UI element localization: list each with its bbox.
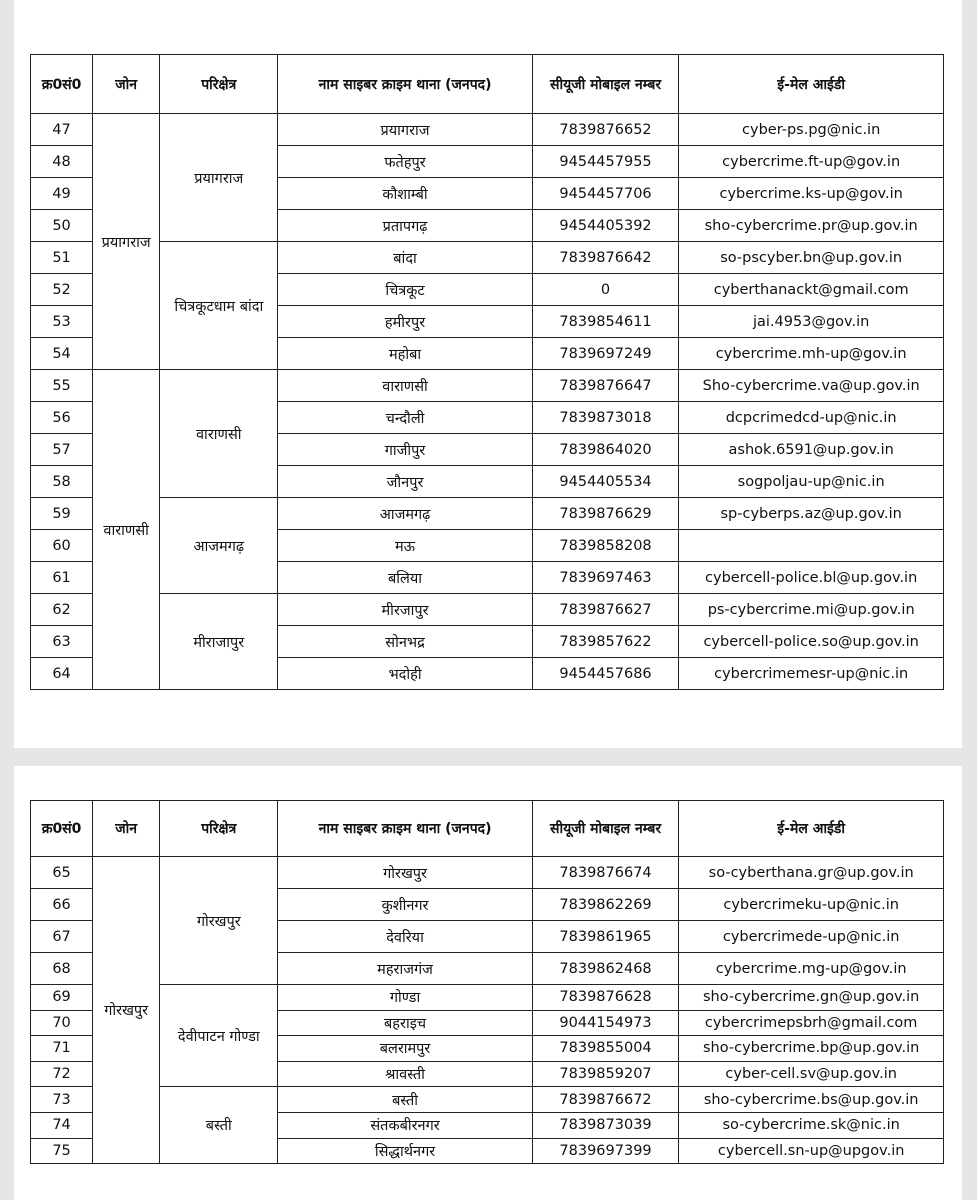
email-cell: cybercell-police.bl@up.gov.in xyxy=(679,562,944,594)
mobile-cell: 7839876647 xyxy=(532,370,679,402)
email-cell: ashok.6591@up.gov.in xyxy=(679,434,944,466)
station-cell: कौशाम्बी xyxy=(278,178,532,210)
station-cell: गोरखपुर xyxy=(278,857,532,889)
email-cell: cybercell-police.so@up.gov.in xyxy=(679,626,944,658)
serial-cell: 64 xyxy=(31,658,93,690)
mobile-cell: 7839859207 xyxy=(532,1061,679,1087)
range-cell: वाराणसी xyxy=(160,370,278,498)
email-cell xyxy=(679,530,944,562)
station-cell: देवरिया xyxy=(278,921,532,953)
mobile-cell: 7839697463 xyxy=(532,562,679,594)
table-row xyxy=(31,594,944,626)
station-cell: बलरामपुर xyxy=(278,1036,532,1062)
serial-cell: 61 xyxy=(31,562,93,594)
mobile-cell: 9454457706 xyxy=(532,178,679,210)
mobile-cell: 9454405534 xyxy=(532,466,679,498)
table-row xyxy=(31,857,944,889)
serial-cell: 72 xyxy=(31,1061,93,1087)
mobile-cell: 7839697249 xyxy=(532,338,679,370)
table-row xyxy=(31,1087,944,1113)
serial-cell: 62 xyxy=(31,594,93,626)
cybercrime-table-2 xyxy=(30,800,944,1164)
table-body xyxy=(31,857,944,1164)
station-cell: आजमगढ़ xyxy=(278,498,532,530)
zone-cell: वाराणसी xyxy=(93,370,160,690)
station-cell: संतकबीरनगर xyxy=(278,1112,532,1138)
station-cell: प्रतापगढ़ xyxy=(278,210,532,242)
mobile-cell: 7839876642 xyxy=(532,242,679,274)
mobile-cell: 7839876628 xyxy=(532,985,679,1011)
serial-cell: 71 xyxy=(31,1036,93,1062)
serial-cell: 63 xyxy=(31,626,93,658)
station-cell: गोण्डा xyxy=(278,985,532,1011)
email-cell: cybercrime.ft-up@gov.in xyxy=(679,146,944,178)
serial-cell: 60 xyxy=(31,530,93,562)
range-cell: देवीपाटन गोण्डा xyxy=(160,985,278,1087)
table-header-row xyxy=(31,801,944,857)
cybercrime-table-1 xyxy=(30,54,944,690)
mobile-cell: 7839861965 xyxy=(532,921,679,953)
range-cell: मीराजापुर xyxy=(160,594,278,690)
serial-cell: 68 xyxy=(31,953,93,985)
header-email: ई-मेल आईडी xyxy=(679,801,944,857)
email-cell: dcpcrimedcd-up@nic.in xyxy=(679,402,944,434)
station-cell: मीरजापुर xyxy=(278,594,532,626)
serial-cell: 50 xyxy=(31,210,93,242)
email-cell: cybercrimeku-up@nic.in xyxy=(679,889,944,921)
header-station: नाम साइबर क्राइम थाना (जनपद) xyxy=(278,55,532,114)
serial-cell: 73 xyxy=(31,1087,93,1113)
table-row xyxy=(31,242,944,274)
serial-cell: 57 xyxy=(31,434,93,466)
station-cell: बस्ती xyxy=(278,1087,532,1113)
station-cell: प्रयागराज xyxy=(278,114,532,146)
email-cell: cybercrime.mg-up@gov.in xyxy=(679,953,944,985)
serial-cell: 70 xyxy=(31,1010,93,1036)
email-cell: cyber-ps.pg@nic.in xyxy=(679,114,944,146)
mobile-cell: 7839876672 xyxy=(532,1087,679,1113)
range-cell: गोरखपुर xyxy=(160,857,278,985)
mobile-cell: 0 xyxy=(532,274,679,306)
station-cell: सोनभद्र xyxy=(278,626,532,658)
mobile-cell: 7839858208 xyxy=(532,530,679,562)
email-cell: sho-cybercrime.gn@up.gov.in xyxy=(679,985,944,1011)
mobile-cell: 7839873018 xyxy=(532,402,679,434)
email-cell: so-cyberthana.gr@up.gov.in xyxy=(679,857,944,889)
header-range: परिक्षेत्र xyxy=(160,801,278,857)
mobile-cell: 7839864020 xyxy=(532,434,679,466)
station-cell: मऊ xyxy=(278,530,532,562)
table-row xyxy=(31,498,944,530)
header-mobile: सीयूजी मोबाइल नम्बर xyxy=(532,801,679,857)
mobile-cell: 9454457686 xyxy=(532,658,679,690)
station-cell: वाराणसी xyxy=(278,370,532,402)
header-serial: क्र0सं0 xyxy=(31,801,93,857)
range-cell: चित्रकूटधाम बांदा xyxy=(160,242,278,370)
header-station: नाम साइबर क्राइम थाना (जनपद) xyxy=(278,801,532,857)
serial-cell: 53 xyxy=(31,306,93,338)
serial-cell: 67 xyxy=(31,921,93,953)
email-cell: sogpoljau-up@nic.in xyxy=(679,466,944,498)
email-cell: so-pscyber.bn@up.gov.in xyxy=(679,242,944,274)
station-cell: भदोही xyxy=(278,658,532,690)
mobile-cell: 7839855004 xyxy=(532,1036,679,1062)
station-cell: बलिया xyxy=(278,562,532,594)
table-row xyxy=(31,114,944,146)
mobile-cell: 7839862269 xyxy=(532,889,679,921)
serial-cell: 69 xyxy=(31,985,93,1011)
range-cell: बस्ती xyxy=(160,1087,278,1164)
station-cell: गाजीपुर xyxy=(278,434,532,466)
email-cell: sho-cybercrime.pr@up.gov.in xyxy=(679,210,944,242)
serial-cell: 51 xyxy=(31,242,93,274)
table-row xyxy=(31,370,944,402)
serial-cell: 48 xyxy=(31,146,93,178)
header-mobile: सीयूजी मोबाइल नम्बर xyxy=(532,55,679,114)
serial-cell: 66 xyxy=(31,889,93,921)
email-cell: so-cybercrime.sk@nic.in xyxy=(679,1112,944,1138)
table-row xyxy=(31,985,944,1011)
serial-cell: 54 xyxy=(31,338,93,370)
mobile-cell: 7839876629 xyxy=(532,498,679,530)
header-serial: क्र0सं0 xyxy=(31,55,93,114)
serial-cell: 74 xyxy=(31,1112,93,1138)
station-cell: बांदा xyxy=(278,242,532,274)
station-cell: जौनपुर xyxy=(278,466,532,498)
station-cell: चित्रकूट xyxy=(278,274,532,306)
mobile-cell: 7839876627 xyxy=(532,594,679,626)
serial-cell: 56 xyxy=(31,402,93,434)
serial-cell: 75 xyxy=(31,1138,93,1164)
email-cell: ps-cybercrime.mi@up.gov.in xyxy=(679,594,944,626)
serial-cell: 65 xyxy=(31,857,93,889)
email-cell: sho-cybercrime.bs@up.gov.in xyxy=(679,1087,944,1113)
serial-cell: 55 xyxy=(31,370,93,402)
header-email: ई-मेल आईडी xyxy=(679,55,944,114)
station-cell: हमीरपुर xyxy=(278,306,532,338)
mobile-cell: 7839857622 xyxy=(532,626,679,658)
zone-cell: गोरखपुर xyxy=(93,857,160,1164)
email-cell: cybercrime.ks-up@gov.in xyxy=(679,178,944,210)
mobile-cell: 7839873039 xyxy=(532,1112,679,1138)
mobile-cell: 7839876652 xyxy=(532,114,679,146)
serial-cell: 59 xyxy=(31,498,93,530)
header-zone: जोन xyxy=(93,55,160,114)
email-cell: jai.4953@gov.in xyxy=(679,306,944,338)
mobile-cell: 7839697399 xyxy=(532,1138,679,1164)
mobile-cell: 9454405392 xyxy=(532,210,679,242)
serial-cell: 49 xyxy=(31,178,93,210)
table-body xyxy=(31,114,944,690)
email-cell: cybercrimede-up@nic.in xyxy=(679,921,944,953)
mobile-cell: 7839876674 xyxy=(532,857,679,889)
zone-cell: प्रयागराज xyxy=(93,114,160,370)
email-cell: cyber-cell.sv@up.gov.in xyxy=(679,1061,944,1087)
email-cell: cybercrimepsbrh@gmail.com xyxy=(679,1010,944,1036)
mobile-cell: 7839862468 xyxy=(532,953,679,985)
email-cell: cybercell.sn-up@upgov.in xyxy=(679,1138,944,1164)
station-cell: बहराइच xyxy=(278,1010,532,1036)
mobile-cell: 9454457955 xyxy=(532,146,679,178)
station-cell: महराजगंज xyxy=(278,953,532,985)
station-cell: कुशीनगर xyxy=(278,889,532,921)
email-cell: sho-cybercrime.bp@up.gov.in xyxy=(679,1036,944,1062)
email-cell: cybercrimemesr-up@nic.in xyxy=(679,658,944,690)
serial-cell: 47 xyxy=(31,114,93,146)
station-cell: चन्दौली xyxy=(278,402,532,434)
serial-cell: 58 xyxy=(31,466,93,498)
station-cell: श्रावस्ती xyxy=(278,1061,532,1087)
range-cell: प्रयागराज xyxy=(160,114,278,242)
email-cell: cyberthanackt@gmail.com xyxy=(679,274,944,306)
mobile-cell: 9044154973 xyxy=(532,1010,679,1036)
header-range: परिक्षेत्र xyxy=(160,55,278,114)
table-header-row xyxy=(31,55,944,114)
email-cell: Sho-cybercrime.va@up.gov.in xyxy=(679,370,944,402)
document-page-2 xyxy=(14,766,962,1200)
station-cell: सिद्धार्थनगर xyxy=(278,1138,532,1164)
header-zone: जोन xyxy=(93,801,160,857)
mobile-cell: 7839854611 xyxy=(532,306,679,338)
email-cell: cybercrime.mh-up@gov.in xyxy=(679,338,944,370)
document-page-1 xyxy=(14,0,962,748)
serial-cell: 52 xyxy=(31,274,93,306)
email-cell: sp-cyberps.az@up.gov.in xyxy=(679,498,944,530)
station-cell: फतेहपुर xyxy=(278,146,532,178)
station-cell: महोबा xyxy=(278,338,532,370)
range-cell: आजमगढ़ xyxy=(160,498,278,594)
